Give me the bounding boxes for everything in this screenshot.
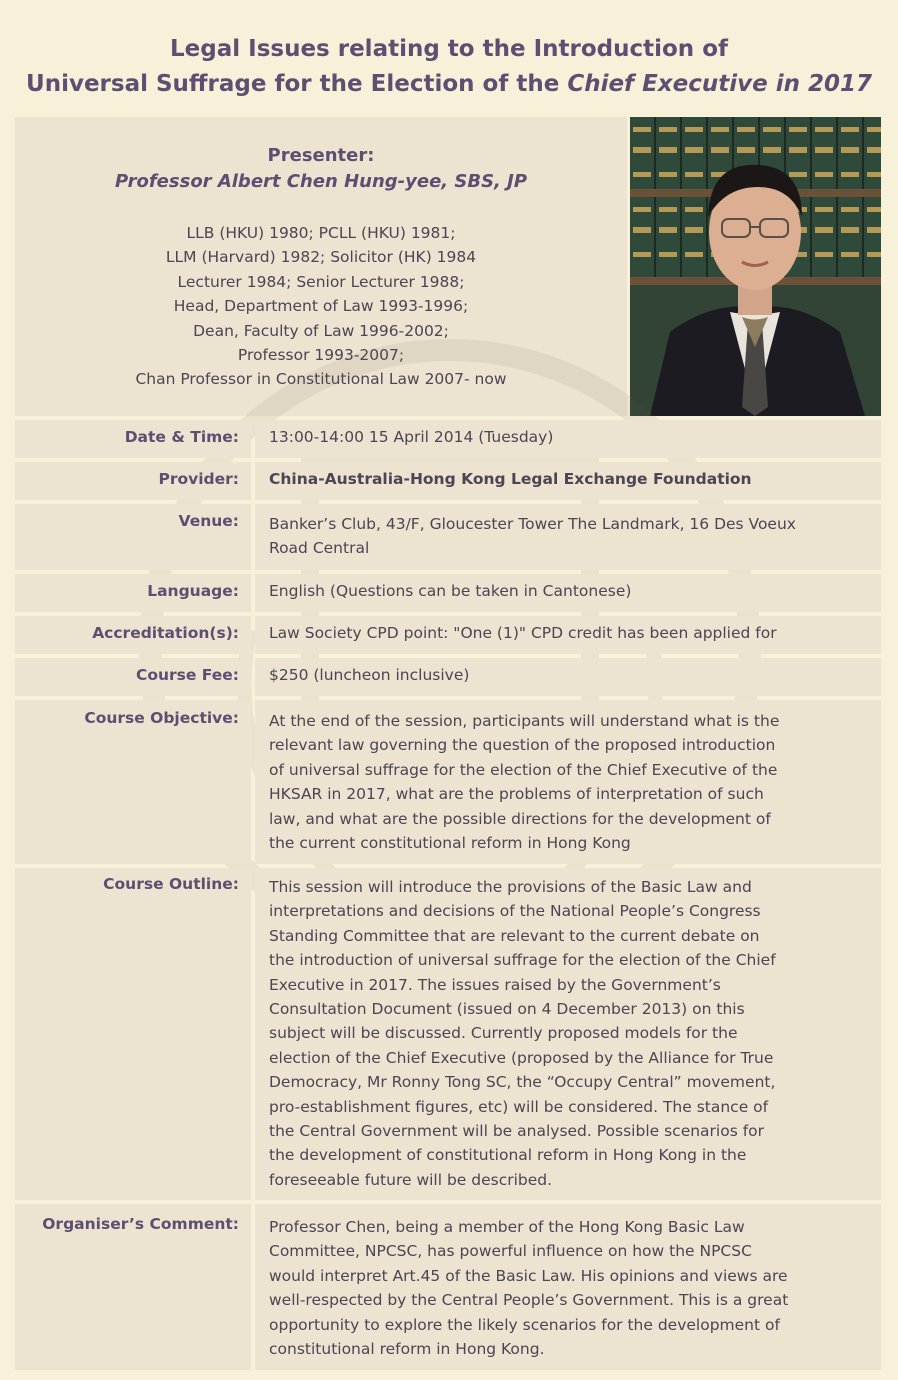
presenter-cv [15, 221, 627, 392]
cv-line: Lecturer 1984; Senior Lecturer 1988; [177, 272, 465, 291]
detail-label: Accreditation(s): [15, 616, 251, 654]
detail-value-line: Road Central [269, 539, 370, 558]
presenter-heading: Presenter: [267, 145, 375, 166]
detail-value-line: well-respected by the Central People’s Government. This is a great [269, 1291, 789, 1310]
detail-label: Organiser’s Comment: [15, 1204, 251, 1370]
detail-value [255, 504, 881, 570]
detail-value-line: the current constitutional reform in Hong Kong [269, 834, 631, 853]
detail-value-line: Democracy, Mr Ronny Tong SC, the “Occupy Central” movement, [269, 1073, 776, 1092]
detail-value-line: Law Society CPD point: "One (1)" CPD credit has been applied for [269, 624, 777, 642]
detail-value-line: English (Questions can be taken in Cantonese) [269, 582, 632, 600]
title-line-2-plain: Universal Suffrage for the Election of the [26, 71, 568, 97]
detail-value-line: Consultation Document (issued on 4 December 2013) on this [269, 1000, 745, 1019]
detail-row-course-outline [15, 868, 881, 1200]
detail-value [255, 462, 881, 500]
detail-value-line: At the end of the session, participants will understand what is the [269, 712, 780, 730]
presenter-panel [15, 117, 627, 416]
detail-row-language [15, 574, 881, 612]
detail-value-line: pro-establishment figures, etc) will be considered. The stance of [269, 1097, 769, 1116]
detail-value-line: election of the Chief Executive (proposed by the Alliance for True [269, 1048, 774, 1067]
title-line-2 [0, 67, 898, 102]
detail-value-line: 13:00-14:00 15 April 2014 (Tuesday) [269, 428, 554, 446]
detail-value-line: China-Australia-Hong Kong Legal Exchange Foundation [269, 470, 752, 488]
detail-value-line: of universal suffrage for the election of the Chief Executive of the [269, 760, 778, 779]
detail-value-line: Banker’s Club, 43/F, Gloucester Tower The Landmark, 16 Des Voeux [269, 515, 796, 533]
detail-value-line: relevant law governing the question of the proposed introduction [269, 736, 776, 755]
detail-row-provider [15, 462, 881, 500]
detail-value-line: the development of constitutional reform in Hong Kong in the [269, 1146, 747, 1165]
presenter-name: Professor Albert Chen Hung-yee, SBS, JP [114, 171, 528, 192]
detail-value [255, 868, 881, 1200]
detail-label: Course Fee: [15, 658, 251, 696]
page-title [0, 32, 898, 102]
detail-value-line: would interpret Art.45 of the Basic Law. His opinions and views are [269, 1266, 788, 1285]
detail-value-line: interpretations and decisions of the National People’s Congress [269, 902, 761, 921]
detail-value-line: the Central Government will be analysed. Possible scenarios for [269, 1122, 765, 1141]
detail-label: Venue: [15, 504, 251, 570]
detail-row-accreditation [15, 616, 881, 654]
detail-label: Course Outline: [15, 868, 251, 1200]
detail-row-organiser-comment [15, 1204, 881, 1370]
cv-line: Head, Department of Law 1993-1996; [173, 297, 469, 316]
detail-value-line: Committee, NPCSC, has powerful influence on how the NPCSC [269, 1242, 752, 1261]
detail-row-course-fee [15, 658, 881, 696]
detail-value-line: subject will be discussed. Currently proposed models for the [269, 1024, 738, 1043]
detail-value [255, 658, 881, 696]
cv-line: Dean, Faculty of Law 1996-2002; [193, 321, 449, 340]
detail-row-date-time [15, 420, 881, 458]
detail-label: Date & Time: [15, 420, 251, 458]
detail-value-line: foreseeable future will be described. [269, 1170, 553, 1189]
detail-value [255, 1204, 881, 1370]
detail-value-line: HKSAR in 2017, what are the problems of interpretation of such [269, 785, 764, 804]
detail-label: Course Objective: [15, 700, 251, 864]
detail-row-course-objective [15, 700, 881, 864]
detail-value-line: law, and what are the possible directions for the development of [269, 809, 771, 828]
title-line-1: Legal Issues relating to the Introduction of [170, 36, 728, 62]
detail-value [255, 616, 881, 654]
detail-label: Provider: [15, 462, 251, 500]
detail-value [255, 420, 881, 458]
detail-value-line: $250 (luncheon inclusive) [269, 666, 470, 684]
cv-line: Chan Professor in Constitutional Law 2007- now [135, 370, 507, 389]
title-line-2-italic: Chief Executive in 2017 [567, 71, 872, 97]
detail-value-line: the introduction of universal suffrage for the election of the Chief [269, 951, 776, 970]
detail-value-line: Executive in 2017. The issues raised by the Government’s [269, 975, 721, 994]
detail-value [255, 700, 881, 864]
detail-value-line: Standing Committee that are relevant to the current debate on [269, 926, 760, 945]
detail-label: Language: [15, 574, 251, 612]
detail-value-line: This session will introduce the provisions of the Basic Law and [269, 878, 752, 896]
detail-value-line: Professor Chen, being a member of the Hong Kong Basic Law [269, 1218, 745, 1236]
cv-line: LLM (Harvard) 1982; Solicitor (HK) 1984 [165, 248, 477, 267]
cv-line: LLB (HKU) 1980; PCLL (HKU) 1981; [186, 224, 456, 242]
detail-value-line: opportunity to explore the likely scenarios for the development of [269, 1315, 780, 1334]
detail-value [255, 574, 881, 612]
detail-value-line: constitutional reform in Hong Kong. [269, 1340, 545, 1359]
presenter-portrait-image [630, 117, 881, 416]
cv-line: Professor 1993-2007; [237, 346, 405, 365]
presenter-photo [630, 117, 881, 416]
detail-row-venue [15, 504, 881, 570]
